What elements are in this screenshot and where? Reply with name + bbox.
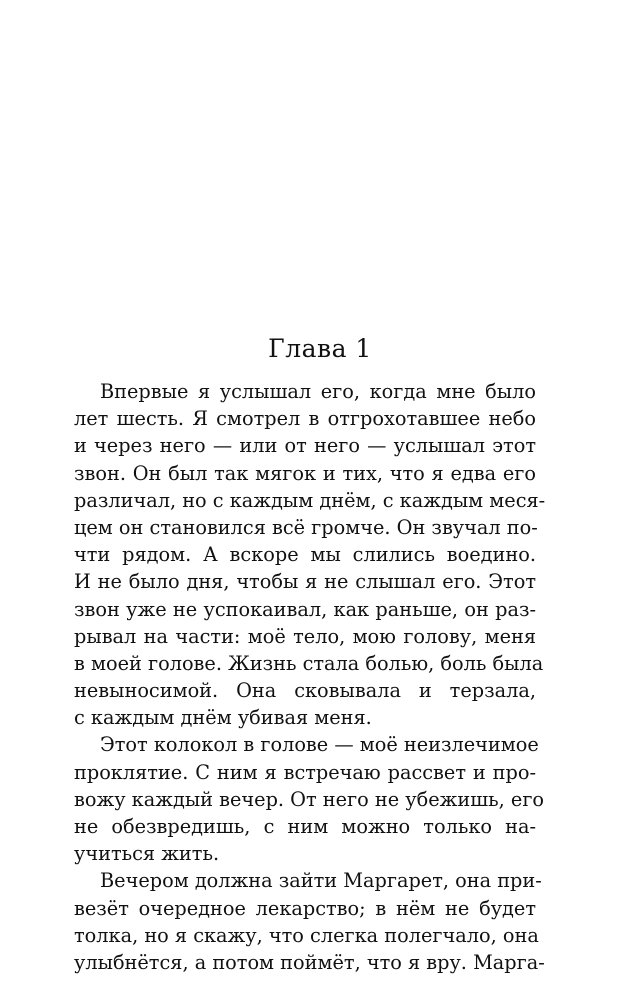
text-line: Впервые я услышал его, когда мне было: [100, 380, 536, 403]
text-line: звон уже не успокаивал, как раньше, он раз-: [74, 597, 536, 621]
text-line: толка, но я скажу, что слегка полегчало, она: [74, 923, 539, 947]
paragraph: [74, 378, 546, 731]
text-line: звон. Он был так мягок и тих, что я едва его: [74, 461, 536, 485]
body-text: [74, 378, 546, 976]
text-line: не обезвредишь, с ним можно только на-: [74, 815, 536, 838]
paragraph: [74, 731, 545, 867]
text-line: в моей голове. Жизнь стала болью, боль была: [74, 651, 544, 675]
text-line: Вечером должна зайти Маргарет, она при-: [100, 869, 542, 893]
text-line: невыносимой. Она сковывала и терзала,: [74, 679, 536, 703]
text-line: вожу каждый вечер. От него не убежишь, его: [74, 787, 545, 811]
text-line: проклятие. С ним я встречаю рассвет и про-: [74, 760, 536, 784]
text-line: различал, но с каждым днём, с каждым меся-: [74, 488, 546, 512]
text-line: Этот колокол в голове — моё неизлечимое: [100, 733, 539, 757]
text-line: цем он становился всё громче. Он звучал по-: [74, 515, 538, 539]
text-line: и через него — или от него — услышал этот: [74, 434, 536, 458]
text-line: рывал на части: моё тело, мою голову, меня: [74, 624, 536, 648]
chapter-title: Глава 1: [268, 334, 372, 363]
text-line: улыбнётся, а потом поймёт, что я вру. Марга-: [74, 950, 545, 974]
paragraph: [74, 867, 545, 976]
text-line: учиться жить.: [74, 842, 220, 866]
text-line: с каждым днём убивая меня.: [74, 706, 372, 730]
text-line: лет шесть. Я смотрел в отгрохотавшее небо: [74, 407, 536, 431]
text-line: И не было дня, чтобы я не слышал его. Этот: [74, 570, 536, 594]
text-line: чти рядом. А вскоре мы слились воедино.: [74, 543, 536, 567]
text-line: везёт очередное лекарство; в нём не будет: [74, 896, 536, 920]
